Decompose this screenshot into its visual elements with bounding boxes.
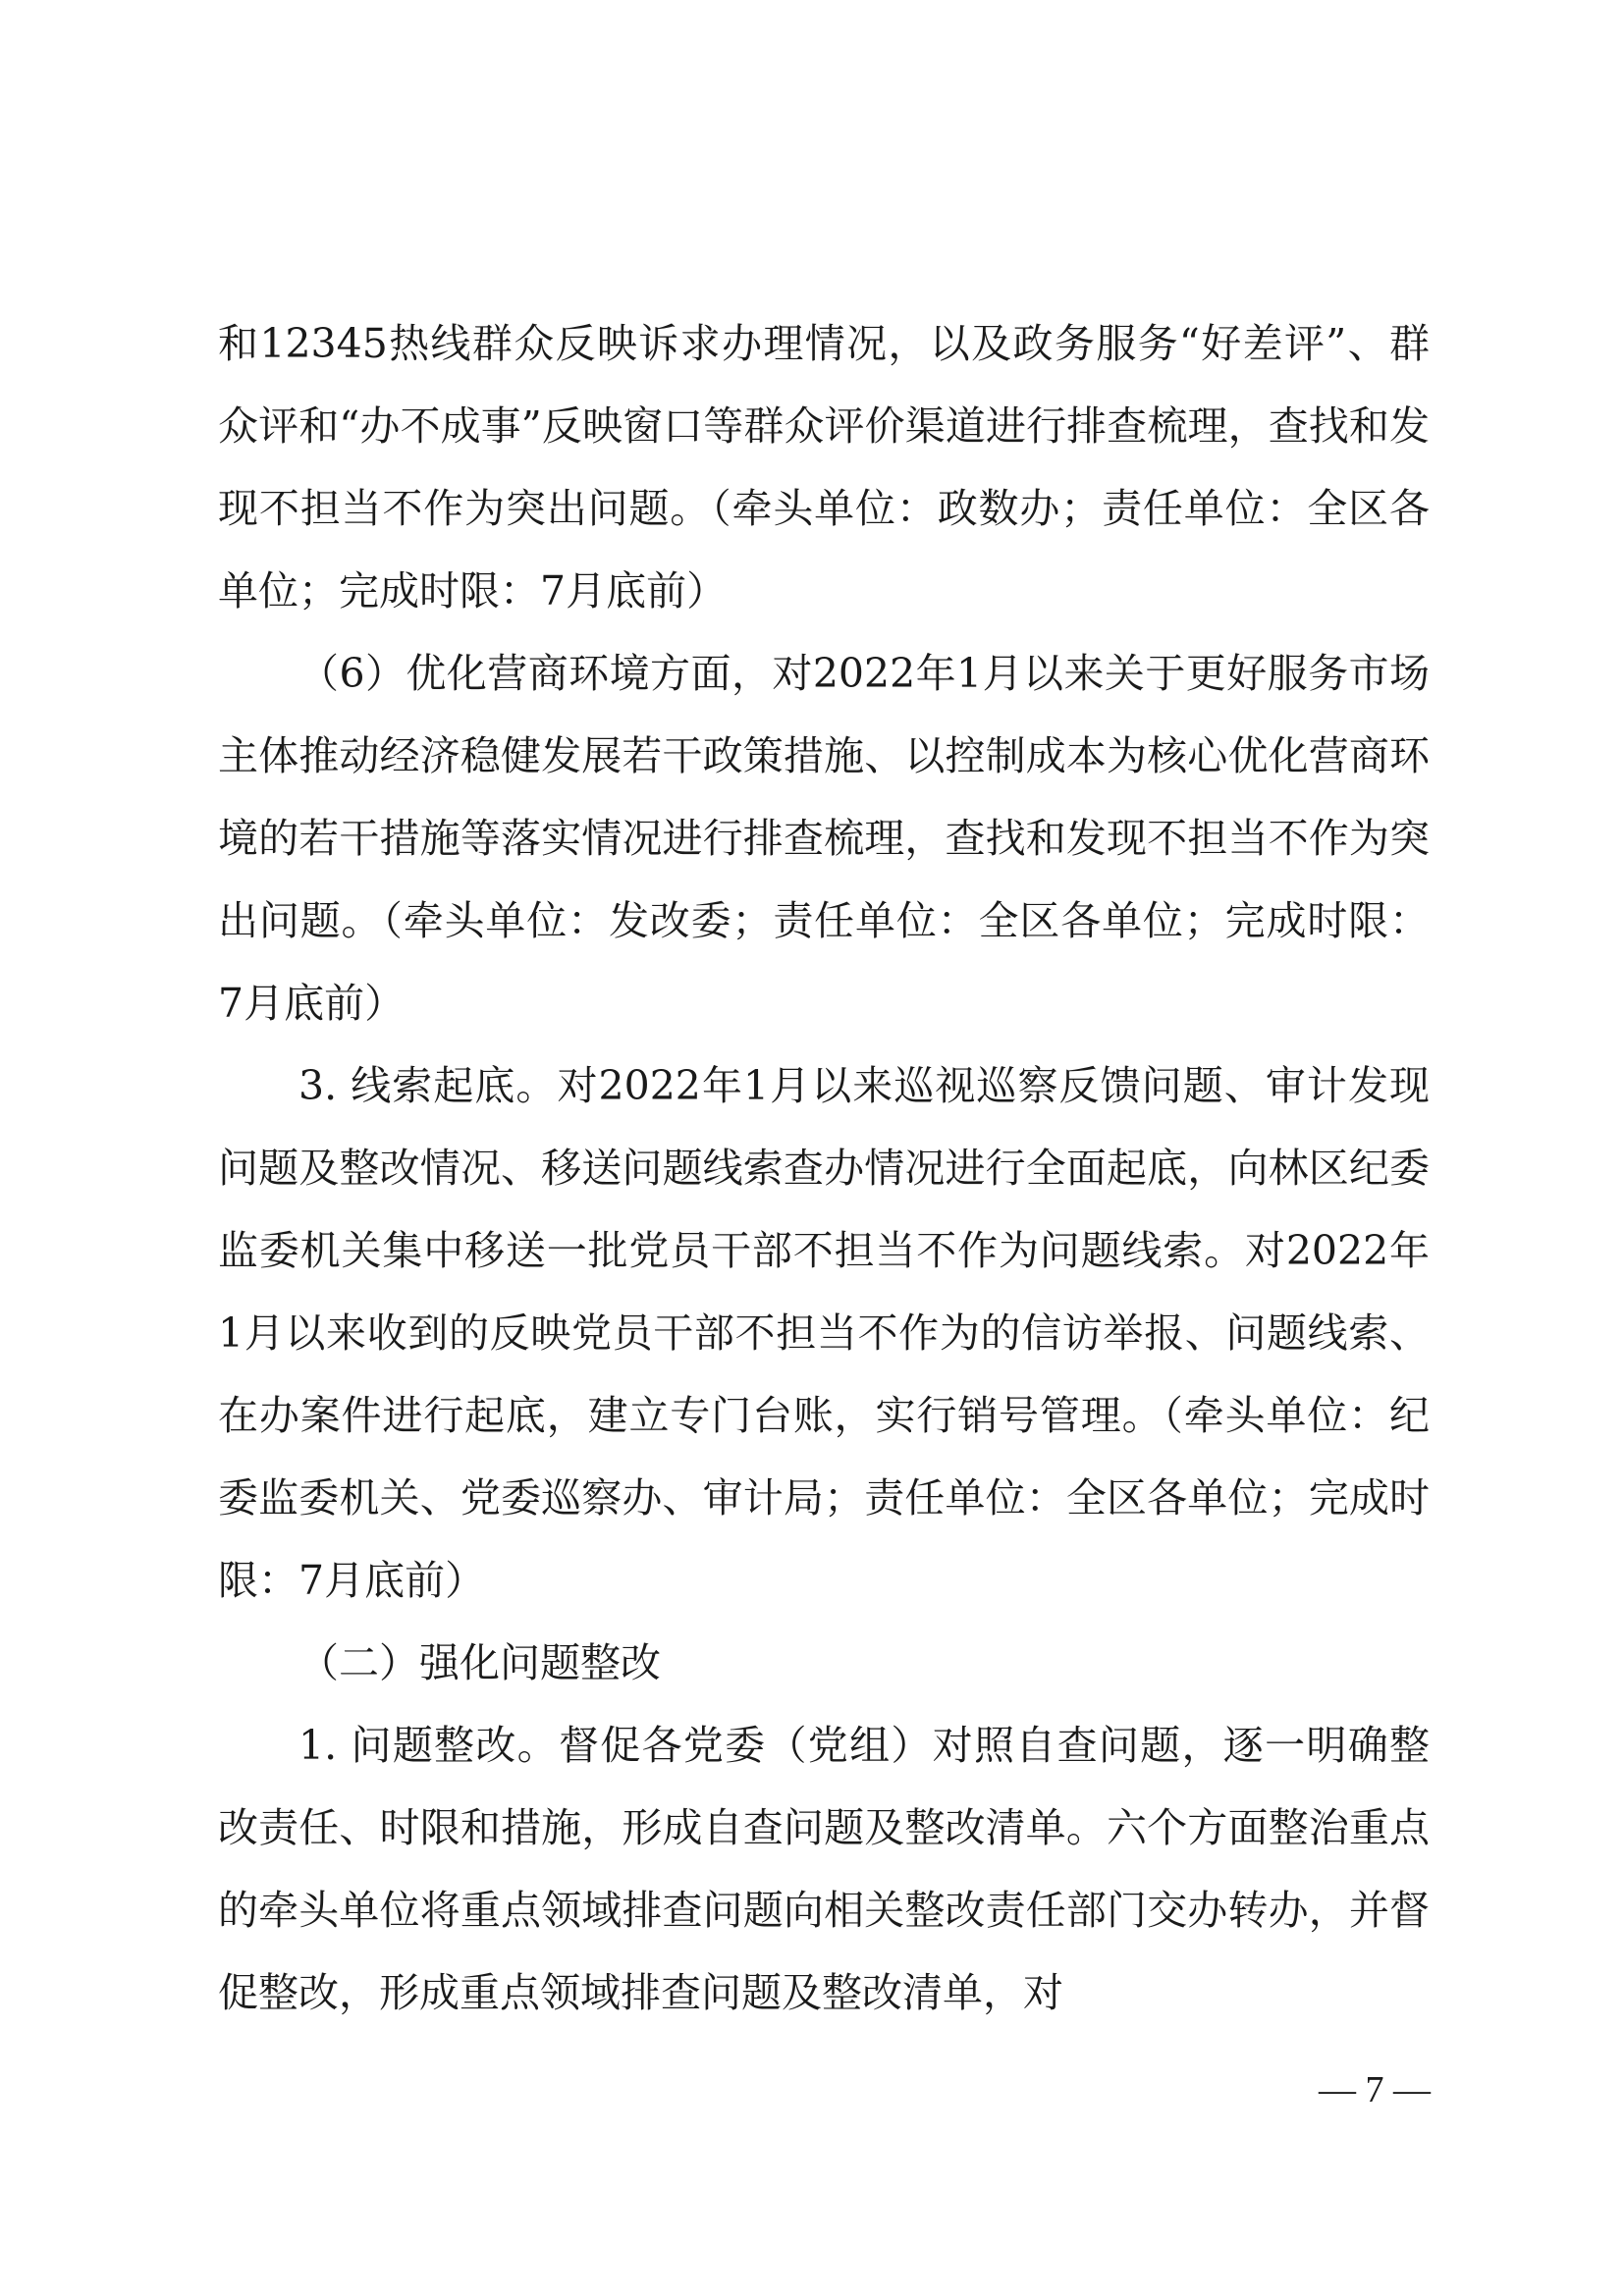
paragraph-problem-rectification: 1. 问题整改。督促各党委（党组）对照自查问题，逐一明确整改责任、时限和措施，形成自查问题及整改清单。六个方面整治重点的牵头单位将重点领域排查问题向相关整改责任部门交办转办，并督促整改，形成重点领域排查问题及整改清单，对 xyxy=(218,1722,1430,2016)
paragraph-hotline-review: 和12345热线群众反映诉求办理情况，以及政务服务“好差评”、群众评和“办不成事”反映窗口等群众评价渠道进行排查梳理，查找和发现不担当不作为突出问题。（牵头单位：政数办；责任单位：全区各单位；完成时限：7月底前） xyxy=(218,320,1430,614)
section-heading-rectification: （二）强化问题整改 xyxy=(298,1639,661,1686)
paragraph-clue-review: 3. 线索起底。对2022年1月以来巡视巡察反馈问题、审计发现问题及整改情况、移送问题线索查办情况进行全面起底，向林区纪委监委机关集中移送一批党员干部不担当不作为问题线索。对2022年1月以来收到的反映党员干部不担当不作为的信访举报、问题线索、在办案件进行起底，建立专门台账，实行销号管理。（牵头单位：纪委监委机关、党委巡察办、审计局；责任单位：全区各单位；完成时限：7月底前） xyxy=(218,1062,1430,1604)
document-body xyxy=(218,302,1430,2034)
paragraph-business-environment: （6）优化营商环境方面，对2022年1月以来关于更好服务市场主体推动经济稳健发展若干政策措施、以控制成本为核心优化营商环境的若干措施等落实情况进行排查梳理，查找和发现不担当不作为突出问题。（牵头单位：发改委；责任单位：全区各单位；完成时限：7月底前） xyxy=(218,650,1430,1027)
page-number: — 7 — xyxy=(1319,2069,1431,2110)
